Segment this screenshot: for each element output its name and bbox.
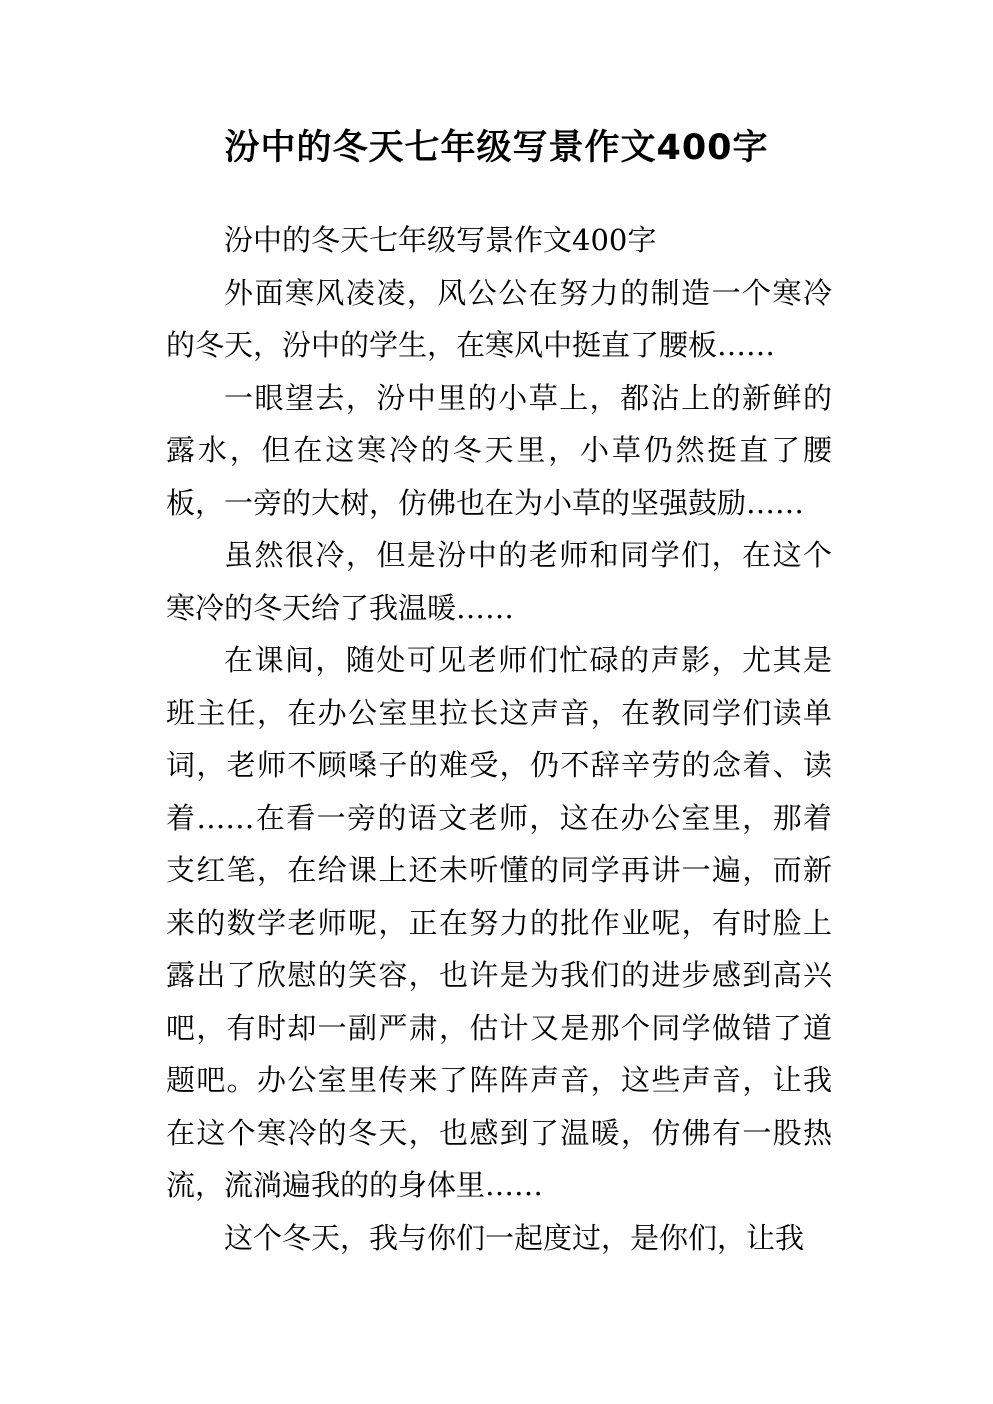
paragraph: 在课间，随处可见老师们忙碌的声影，尤其是班主任，在办公室里拉长这声音，在教同学们读单词，老师不顾嗓子的难受，仍不辞辛劳的念着、读着……在看一旁的语文老师，这在办公室里，那着支红笔，在给课上还未听懂的同学再讲一遍，而新来的数学老师呢，正在努力的批作业呢，有时脸上露出了欣慰的笑容，也许是为我们的进步感到高兴吧，有时却一副严肃，估计又是那个同学做错了道题吧。办公室里传来了阵阵声音，这些声音，让我在这个寒冷的冬天，也感到了温暖，仿佛有一股热流，流淌遍我的的身体里…… — [166, 643, 832, 1202]
paragraph-subtitle: 汾中的冬天七年级写景作文400字 — [224, 223, 657, 257]
paragraph: 一眼望去，汾中里的小草上，都沾上的新鲜的露水，但在这寒冷的冬天里，小草仍然挺直了腰板，一旁的大树，仿佛也在为小草的坚强鼓励…… — [166, 380, 832, 520]
document-title: 汾中的冬天七年级写景作文400字 — [224, 128, 769, 168]
document-body — [166, 214, 832, 1264]
paragraph: 虽然很冷，但是汾中的老师和同学们，在这个寒冷的冬天给了我温暖…… — [166, 538, 832, 625]
paragraph: 外面寒风凌凌，风公公在努力的制造一个寒冷的冬天，汾中的学生，在寒风中挺直了腰板…… — [166, 275, 832, 362]
paragraph: 这个冬天，我与你们一起度过，是你们，让我 — [224, 1220, 805, 1255]
